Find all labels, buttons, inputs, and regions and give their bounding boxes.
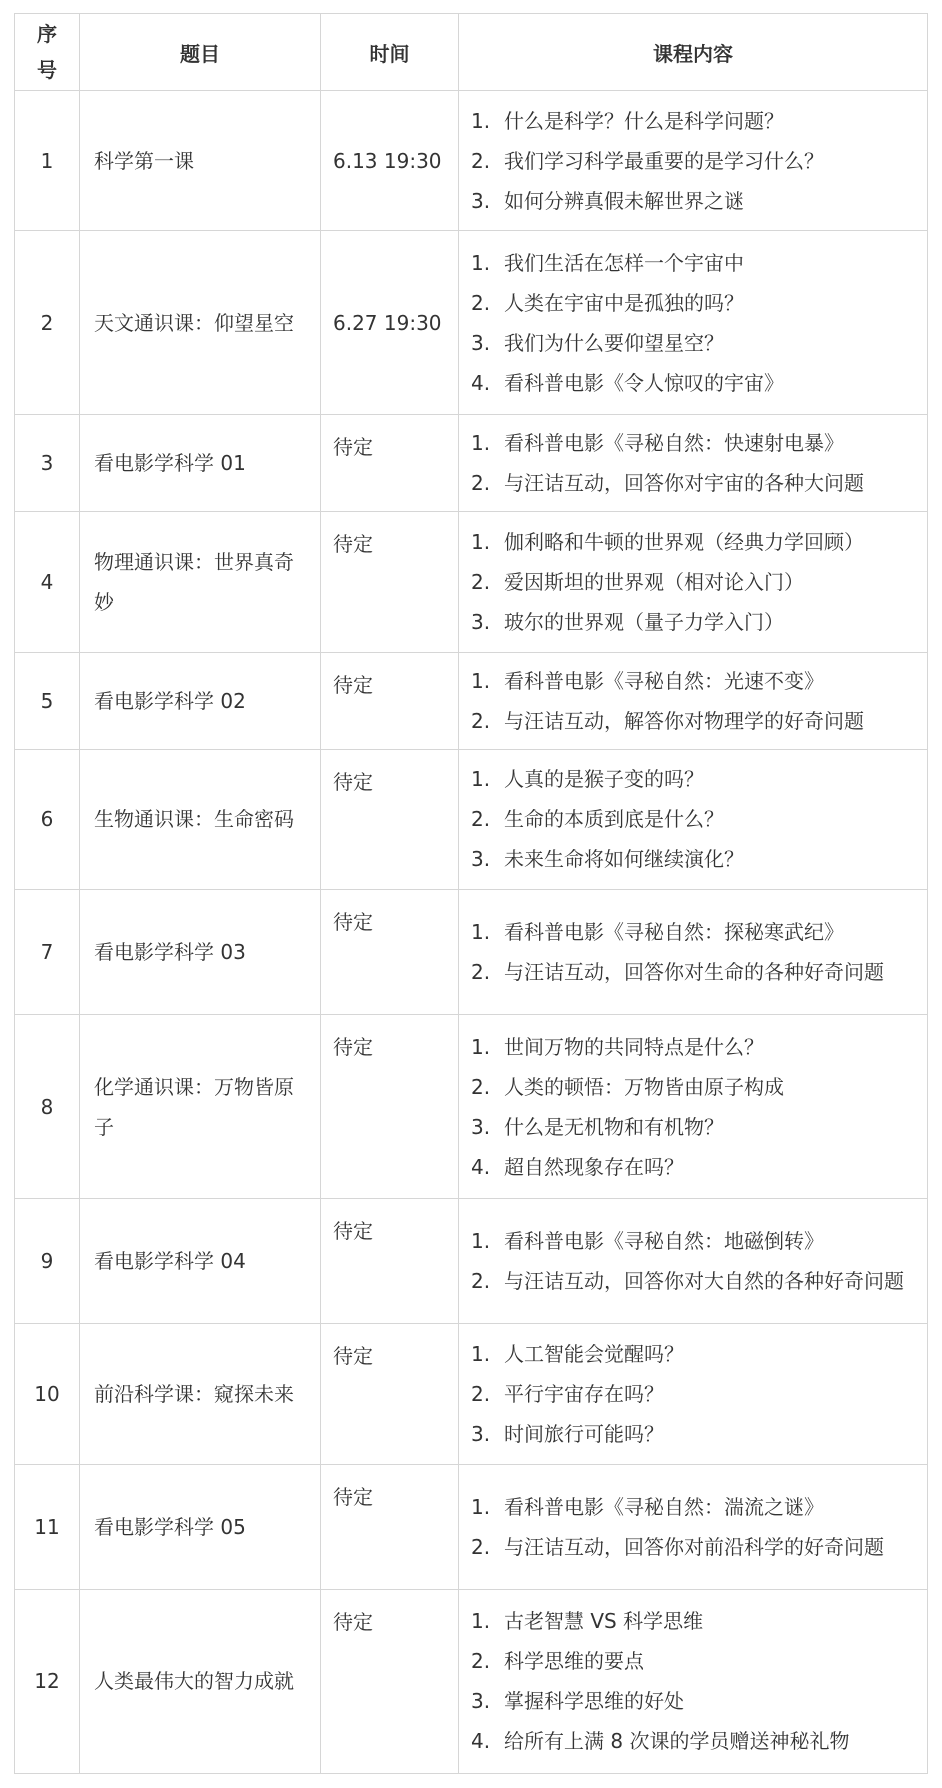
cell-seq: 4 xyxy=(15,512,80,652)
list-item xyxy=(471,1414,919,1454)
cell-seq: 2 xyxy=(15,231,80,415)
list-item xyxy=(471,1641,919,1681)
content-list xyxy=(471,1487,919,1567)
list-item-number: 4. xyxy=(471,1154,491,1179)
cell-title: 化学通识课：万物皆原子 xyxy=(80,1015,321,1199)
header-seq: 序 号 xyxy=(15,14,80,91)
list-item xyxy=(471,1487,919,1527)
list-item xyxy=(471,1107,919,1147)
list-item-text: 伽利略和牛顿的世界观（经典力学回顾） xyxy=(504,529,864,554)
list-item xyxy=(471,283,919,323)
list-item xyxy=(471,243,919,283)
list-item-number: 2. xyxy=(471,960,491,985)
header-title: 题目 xyxy=(80,14,321,91)
cell-seq: 6 xyxy=(15,749,80,889)
content-list xyxy=(471,1027,919,1187)
cell-time: 6.27 19:30 xyxy=(321,231,459,415)
table-row xyxy=(15,91,928,231)
list-item-text: 超自然现象存在吗？ xyxy=(504,1154,684,1179)
list-item-text: 与汪诘互动，回答你对大自然的各种好奇问题 xyxy=(504,1269,904,1294)
list-item-number: 4. xyxy=(471,1729,491,1754)
list-item-text: 我们为什么要仰望星空？ xyxy=(504,330,724,355)
list-item-number: 2. xyxy=(471,1534,491,1559)
list-item-text: 世间万物的共同特点是什么？ xyxy=(504,1034,764,1059)
list-item-text: 给所有上满 8 次课的学员赠送神秘礼物 xyxy=(504,1729,850,1754)
list-item-text: 什么是科学？什么是科学问题？ xyxy=(504,108,784,133)
list-item-number: 2. xyxy=(471,708,491,733)
list-item-text: 未来生命将如何继续演化？ xyxy=(504,847,744,872)
cell-time: 待定 xyxy=(321,652,459,749)
content-list xyxy=(471,759,919,879)
cell-content xyxy=(459,749,928,889)
list-item-number: 1. xyxy=(471,1229,491,1254)
cell-title: 生物通识课：生命密码 xyxy=(80,749,321,889)
list-item-text: 玻尔的世界观（量子力学入门） xyxy=(504,609,784,634)
table-row xyxy=(15,652,928,749)
cell-time: 待定 xyxy=(321,1015,459,1199)
cell-title: 看电影学科学 03 xyxy=(80,889,321,1014)
list-item-number: 2. xyxy=(471,1382,491,1407)
list-item-number: 2. xyxy=(471,1649,491,1674)
list-item xyxy=(471,562,919,602)
list-item-text: 看科普电影《寻秘自然：探秘寒武纪》 xyxy=(504,920,844,945)
list-item-text: 人类在宇宙中是孤独的吗？ xyxy=(504,290,744,315)
list-item-text: 爱因斯坦的世界观（相对论入门） xyxy=(504,569,804,594)
list-item xyxy=(471,602,919,642)
list-item-number: 4. xyxy=(471,370,491,395)
cell-seq: 9 xyxy=(15,1199,80,1324)
list-item-number: 3. xyxy=(471,1422,491,1447)
table-row xyxy=(15,1199,928,1324)
list-item-number: 1. xyxy=(471,108,491,133)
list-item-number: 3. xyxy=(471,1689,491,1714)
list-item-text: 什么是无机物和有机物？ xyxy=(504,1114,724,1139)
header-time: 时间 xyxy=(321,14,459,91)
list-item-text: 人真的是猴子变的吗？ xyxy=(504,767,704,792)
cell-title: 天文通识课：仰望星空 xyxy=(80,231,321,415)
list-item-text: 看科普电影《寻秘自然：湍流之谜》 xyxy=(504,1494,824,1519)
list-item-text: 与汪诘互动，回答你对前沿科学的好奇问题 xyxy=(504,1534,884,1559)
list-item-number: 1. xyxy=(471,668,491,693)
list-item-number: 1. xyxy=(471,767,491,792)
cell-time: 待定 xyxy=(321,1589,459,1773)
list-item xyxy=(471,363,919,403)
cell-title: 看电影学科学 04 xyxy=(80,1199,321,1324)
cell-time: 待定 xyxy=(321,512,459,652)
cell-content xyxy=(459,91,928,231)
list-item-number: 1. xyxy=(471,250,491,275)
list-item-number: 2. xyxy=(471,569,491,594)
course-schedule-table xyxy=(14,13,928,1774)
list-item-number: 3. xyxy=(471,609,491,634)
list-item-text: 我们生活在怎样一个宇宙中 xyxy=(504,250,744,275)
list-item-text: 生命的本质到底是什么？ xyxy=(504,807,724,832)
list-item-number: 2. xyxy=(471,290,491,315)
list-item-number: 1. xyxy=(471,1494,491,1519)
list-item-text: 时间旅行可能吗？ xyxy=(504,1422,664,1447)
list-item-number: 3. xyxy=(471,330,491,355)
content-list xyxy=(471,243,919,403)
cell-content xyxy=(459,889,928,1014)
list-item xyxy=(471,522,919,562)
list-item-text: 与汪诘互动，回答你对宇宙的各种大问题 xyxy=(504,471,864,496)
cell-time: 待定 xyxy=(321,1199,459,1324)
cell-seq: 1 xyxy=(15,91,80,231)
table-row xyxy=(15,1589,928,1773)
list-item-text: 看科普电影《寻秘自然：地磁倒转》 xyxy=(504,1229,824,1254)
cell-title: 看电影学科学 01 xyxy=(80,415,321,512)
content-list xyxy=(471,1334,919,1454)
list-item xyxy=(471,912,919,952)
cell-seq: 11 xyxy=(15,1464,80,1589)
list-item xyxy=(471,423,919,463)
list-item xyxy=(471,1334,919,1374)
list-item-text: 与汪诘互动，解答你对物理学的好奇问题 xyxy=(504,708,864,733)
table-row xyxy=(15,231,928,415)
cell-time: 待定 xyxy=(321,1464,459,1589)
list-item-text: 人类的顿悟：万物皆由原子构成 xyxy=(504,1074,784,1099)
cell-seq: 10 xyxy=(15,1324,80,1464)
list-item xyxy=(471,1067,919,1107)
list-item-text: 人工智能会觉醒吗？ xyxy=(504,1342,684,1367)
content-list xyxy=(471,912,919,992)
cell-time: 待定 xyxy=(321,1324,459,1464)
content-list xyxy=(471,423,919,503)
list-item-text: 古老智慧 VS 科学思维 xyxy=(504,1609,704,1634)
list-item xyxy=(471,463,919,503)
list-item-text: 科学思维的要点 xyxy=(504,1649,644,1674)
list-item-text: 如何分辨真假未解世界之谜 xyxy=(504,188,744,213)
list-item xyxy=(471,1527,919,1567)
cell-content xyxy=(459,1015,928,1199)
header-content: 课程内容 xyxy=(459,14,928,91)
content-list xyxy=(471,101,919,221)
list-item xyxy=(471,1147,919,1187)
list-item xyxy=(471,1601,919,1641)
list-item xyxy=(471,1681,919,1721)
list-item-text: 看科普电影《寻秘自然：快速射电暴》 xyxy=(504,431,844,456)
cell-seq: 8 xyxy=(15,1015,80,1199)
cell-content xyxy=(459,231,928,415)
list-item xyxy=(471,141,919,181)
table-row xyxy=(15,415,928,512)
list-item xyxy=(471,1261,919,1301)
list-item-number: 1. xyxy=(471,1034,491,1059)
cell-content xyxy=(459,1199,928,1324)
cell-title: 前沿科学课：窥探未来 xyxy=(80,1324,321,1464)
list-item-number: 2. xyxy=(471,1074,491,1099)
list-item-text: 看科普电影《令人惊叹的宇宙》 xyxy=(504,370,784,395)
table-body xyxy=(15,91,928,1774)
list-item-number: 2. xyxy=(471,1269,491,1294)
list-item xyxy=(471,101,919,141)
list-item-number: 3. xyxy=(471,188,491,213)
list-item xyxy=(471,661,919,701)
list-item xyxy=(471,952,919,992)
list-item-number: 2. xyxy=(471,148,491,173)
cell-seq: 12 xyxy=(15,1589,80,1773)
cell-content xyxy=(459,415,928,512)
cell-time: 待定 xyxy=(321,749,459,889)
list-item-text: 与汪诘互动，回答你对生命的各种好奇问题 xyxy=(504,960,884,985)
content-list xyxy=(471,522,919,642)
cell-title: 物理通识课：世界真奇妙 xyxy=(80,512,321,652)
cell-title: 人类最伟大的智力成就 xyxy=(80,1589,321,1773)
cell-time: 待定 xyxy=(321,415,459,512)
table-header-row xyxy=(15,14,928,91)
list-item-number: 2. xyxy=(471,807,491,832)
list-item-number: 1. xyxy=(471,431,491,456)
cell-title: 科学第一课 xyxy=(80,91,321,231)
table-row xyxy=(15,889,928,1014)
list-item-text: 我们学习科学最重要的是学习什么？ xyxy=(504,148,824,173)
cell-seq: 7 xyxy=(15,889,80,1014)
list-item-number: 2. xyxy=(471,471,491,496)
table-row xyxy=(15,512,928,652)
cell-content xyxy=(459,652,928,749)
cell-content xyxy=(459,1324,928,1464)
list-item-number: 3. xyxy=(471,847,491,872)
cell-seq: 3 xyxy=(15,415,80,512)
list-item xyxy=(471,1221,919,1261)
list-item-number: 1. xyxy=(471,529,491,554)
list-item-text: 掌握科学思维的好处 xyxy=(504,1689,684,1714)
cell-time: 待定 xyxy=(321,889,459,1014)
table-row xyxy=(15,1324,928,1464)
cell-title: 看电影学科学 02 xyxy=(80,652,321,749)
table-row xyxy=(15,1464,928,1589)
content-list xyxy=(471,661,919,741)
list-item-number: 3. xyxy=(471,1114,491,1139)
list-item-text: 看科普电影《寻秘自然：光速不变》 xyxy=(504,668,824,693)
list-item xyxy=(471,323,919,363)
list-item xyxy=(471,701,919,741)
cell-time: 6.13 19:30 xyxy=(321,91,459,231)
list-item xyxy=(471,839,919,879)
cell-content xyxy=(459,1589,928,1773)
list-item xyxy=(471,1027,919,1067)
list-item xyxy=(471,799,919,839)
list-item-number: 1. xyxy=(471,1342,491,1367)
list-item xyxy=(471,1721,919,1761)
list-item xyxy=(471,759,919,799)
cell-title: 看电影学科学 05 xyxy=(80,1464,321,1589)
list-item xyxy=(471,1374,919,1414)
list-item-number: 1. xyxy=(471,920,491,945)
table-row xyxy=(15,749,928,889)
list-item-number: 1. xyxy=(471,1609,491,1634)
cell-content xyxy=(459,512,928,652)
list-item xyxy=(471,181,919,221)
content-list xyxy=(471,1601,919,1761)
table-row xyxy=(15,1015,928,1199)
content-list xyxy=(471,1221,919,1301)
cell-content xyxy=(459,1464,928,1589)
cell-seq: 5 xyxy=(15,652,80,749)
list-item-text: 平行宇宙存在吗？ xyxy=(504,1382,664,1407)
